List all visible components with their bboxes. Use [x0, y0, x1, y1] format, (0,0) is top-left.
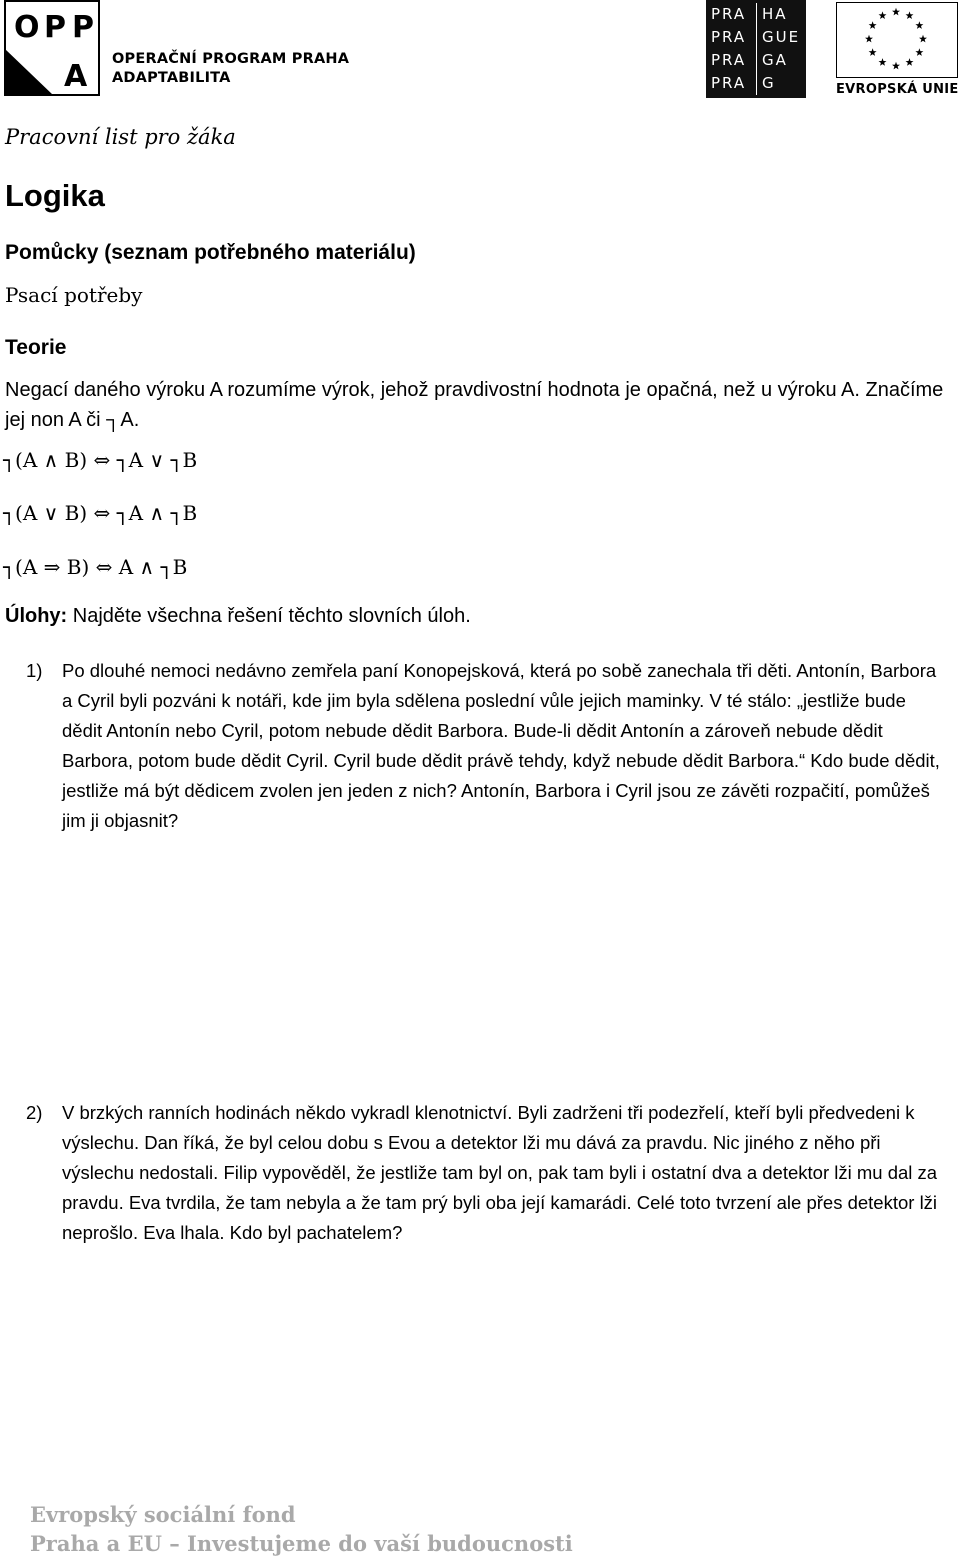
- tasks-instruction: Najděte všechna řešení těchto slovních úloh.: [67, 605, 471, 627]
- problem-number: 2): [26, 1102, 43, 1123]
- eu-flag-stars-icon: [836, 2, 958, 78]
- eu-logo-label: EVROPSKÁ UNIE: [836, 82, 959, 97]
- praha-logo-cell: GA: [762, 51, 788, 69]
- footer-line1: Evropský sociální fond: [30, 1502, 296, 1527]
- opp-letter-p1: P: [44, 10, 66, 45]
- formula-de-morgan-or: ┐(A ∨ B) ⇔ ┐A ∧ ┐B: [3, 501, 198, 525]
- praha-logo-cell: PRA: [711, 28, 747, 46]
- praha-logo-divider: [756, 3, 757, 95]
- problem-item: [26, 656, 946, 836]
- footer-line2: Praha a EU – Investujeme do vaší budoucnosti: [30, 1531, 573, 1556]
- eu-stars-graphic: [837, 3, 956, 76]
- problem-text: Po dlouhé nemoci nedávno zemřela paní Konopejsková, která po sobě zanechala tři děti. Antonín, Barbora a Cyril byli pozváni k notáři, kde jim byla sdělena poslední vůle jejich maminky. V té stálo: „jestliže bude dědit Antonín nebo Cyril, potom nebude dědit Barbora. Bude-li dědit Antonín a zároveň nebude dědit Barbora, potom bude dědit Cyril. Cyril bude dědit právě tehdy, když nebude dědit Barbora.“ Kdo bude dědit, jestliže má být dědicem zvolen jen jeden z nich? Antonín, Barbora i Cyril jsou ze závěti rozpačití, pomůžeš jim ji objasnit?: [62, 660, 940, 831]
- eu-star-icon: [919, 35, 927, 43]
- praha-logo: [706, 0, 806, 98]
- problem-item: [26, 1098, 946, 1248]
- eu-star-icon: [879, 58, 887, 66]
- eu-star-icon: [892, 8, 900, 16]
- eu-star-icon: [915, 48, 923, 56]
- eu-star-icon: [915, 21, 923, 29]
- opp-letter-p2: P: [72, 10, 94, 45]
- formula-negated-implication: ┐(A ⇒ B) ⇔ A ∧ ┐B: [3, 555, 188, 579]
- praha-logo-cell: PRA: [711, 74, 747, 92]
- eu-star-icon: [906, 58, 914, 66]
- opp-logo: [4, 0, 100, 96]
- theory-heading: Teorie: [5, 336, 67, 359]
- opp-letter-o: O: [14, 10, 40, 45]
- tasks-heading: [5, 605, 471, 628]
- praha-logo-cell: PRA: [711, 51, 747, 69]
- opp-logo-line1: OPERAČNÍ PROGRAM PRAHA: [112, 51, 350, 67]
- problem-text: V brzkých ranních hodinách někdo vykradl klenotnictví. Byli zadrženi tři podezřelí, kteří byli předvedeni k výslechu. Dan říká, že byl celou dobu s Evou a detektor lži mu dává za pravdu. Nic jiného z něho při výslechu nedostali. Filip vypověděl, že jestliže tam byl on, pak tam byli i ostatní dva a detektor lži mu dal za pravdu. Eva tvrdila, že tam nebyla a že tam prý byli oba její kamarádi. Celé toto tvrzení ale přes detektor lži neprošlo. Eva lhala. Kdo byl pachatelem?: [62, 1102, 938, 1243]
- opp-logo-text: [112, 50, 349, 88]
- praha-logo-cell: PRA: [711, 5, 747, 23]
- eu-star-icon: [906, 11, 914, 19]
- eu-star-icon: [879, 11, 887, 19]
- materials-heading: Pomůcky (seznam potřebného materiálu): [5, 241, 416, 264]
- opp-letter-a: A: [64, 59, 88, 94]
- praha-logo-cell: GUE: [762, 28, 801, 46]
- praha-logo-cell: G: [762, 74, 776, 92]
- page-title: Logika: [5, 178, 105, 213]
- eu-star-icon: [869, 48, 877, 56]
- eu-star-icon: [869, 21, 877, 29]
- problem-number: 1): [26, 660, 43, 681]
- praha-logo-cell: HA: [762, 5, 788, 23]
- worksheet-label: Pracovní list pro žáka: [5, 125, 236, 149]
- formula-de-morgan-and: ┐(A ∧ B) ⇔ ┐A ∨ ┐B: [3, 448, 198, 472]
- eu-star-icon: [892, 62, 900, 70]
- materials-text: Psací potřeby: [5, 283, 143, 307]
- theory-text: Negací daného výroku A rozumíme výrok, jehož pravdivostní hodnota je opačná, než u výroku A. Značíme jej non A či ┐A.: [5, 379, 944, 431]
- opp-logo-line2: ADAPTABILITA: [112, 70, 231, 86]
- tasks-label: Úlohy:: [5, 605, 68, 627]
- footer-esf: [30, 1500, 573, 1558]
- eu-star-icon: [865, 35, 873, 43]
- opp-logo-graphic: [4, 0, 100, 96]
